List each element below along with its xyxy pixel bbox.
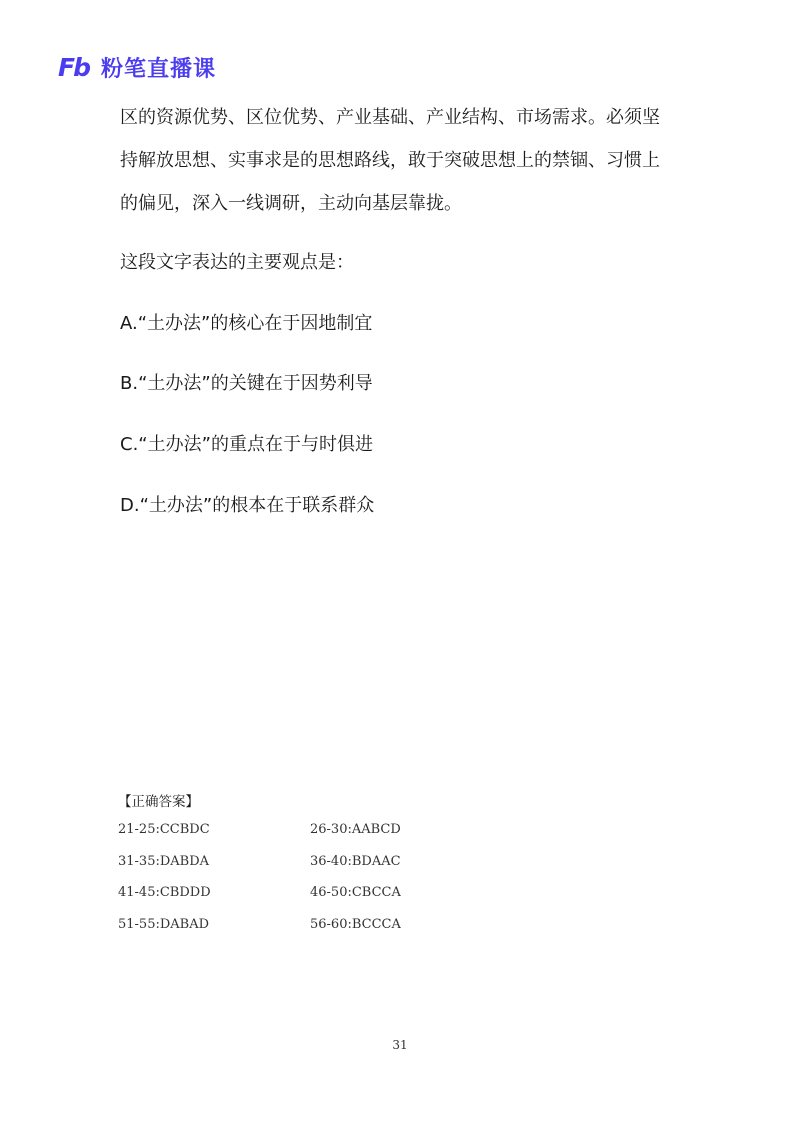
option-c: C.“土办法”的重点在于与时俱进	[120, 434, 373, 455]
answer-cell: 56-60:BCCCA	[310, 916, 401, 932]
passage	[120, 96, 680, 225]
answer-cell: 26-30:AABCD	[310, 822, 401, 838]
fb-logo-icon: Fb	[58, 52, 89, 82]
brand-logo	[58, 52, 216, 82]
answer-cell: 31-35:DABDA	[118, 853, 210, 869]
answer-key-title: 【正确答案】	[118, 794, 199, 810]
answer-row	[118, 909, 502, 941]
answer-cell: 51-55:DABAD	[118, 916, 210, 932]
question-stem: 这段文字表达的主要观点是：	[120, 252, 354, 273]
answer-row	[118, 846, 502, 878]
option-d: D.“土办法”的根本在于联系群众	[120, 495, 375, 516]
answer-row	[118, 877, 502, 909]
answer-cell: 36-40:BDAAC	[310, 853, 401, 869]
answer-cell: 46-50:CBCCA	[310, 885, 401, 901]
answer-cell: 21-25:CCBDC	[118, 822, 210, 838]
passage-line: 区的资源优势、区位优势、产业基础、产业结构、市场需求。必须坚	[120, 107, 660, 128]
option-a: A.“土办法”的核心在于因地制宜	[120, 313, 373, 334]
passage-line: 的偏见，深入一线调研，主动向基层靠拢。	[120, 193, 462, 214]
option-b: B.“土办法”的关键在于因势利导	[120, 373, 373, 394]
brand-name: 粉笔直播课	[100, 56, 216, 82]
answer-cell: 41-45:CBDDD	[118, 885, 211, 901]
passage-line: 持解放思想、实事求是的思想路线，敢于突破思想上的禁锢、习惯上	[120, 150, 660, 171]
answer-row	[118, 814, 502, 846]
answer-key	[118, 790, 502, 940]
page-number: 31	[392, 1038, 408, 1052]
